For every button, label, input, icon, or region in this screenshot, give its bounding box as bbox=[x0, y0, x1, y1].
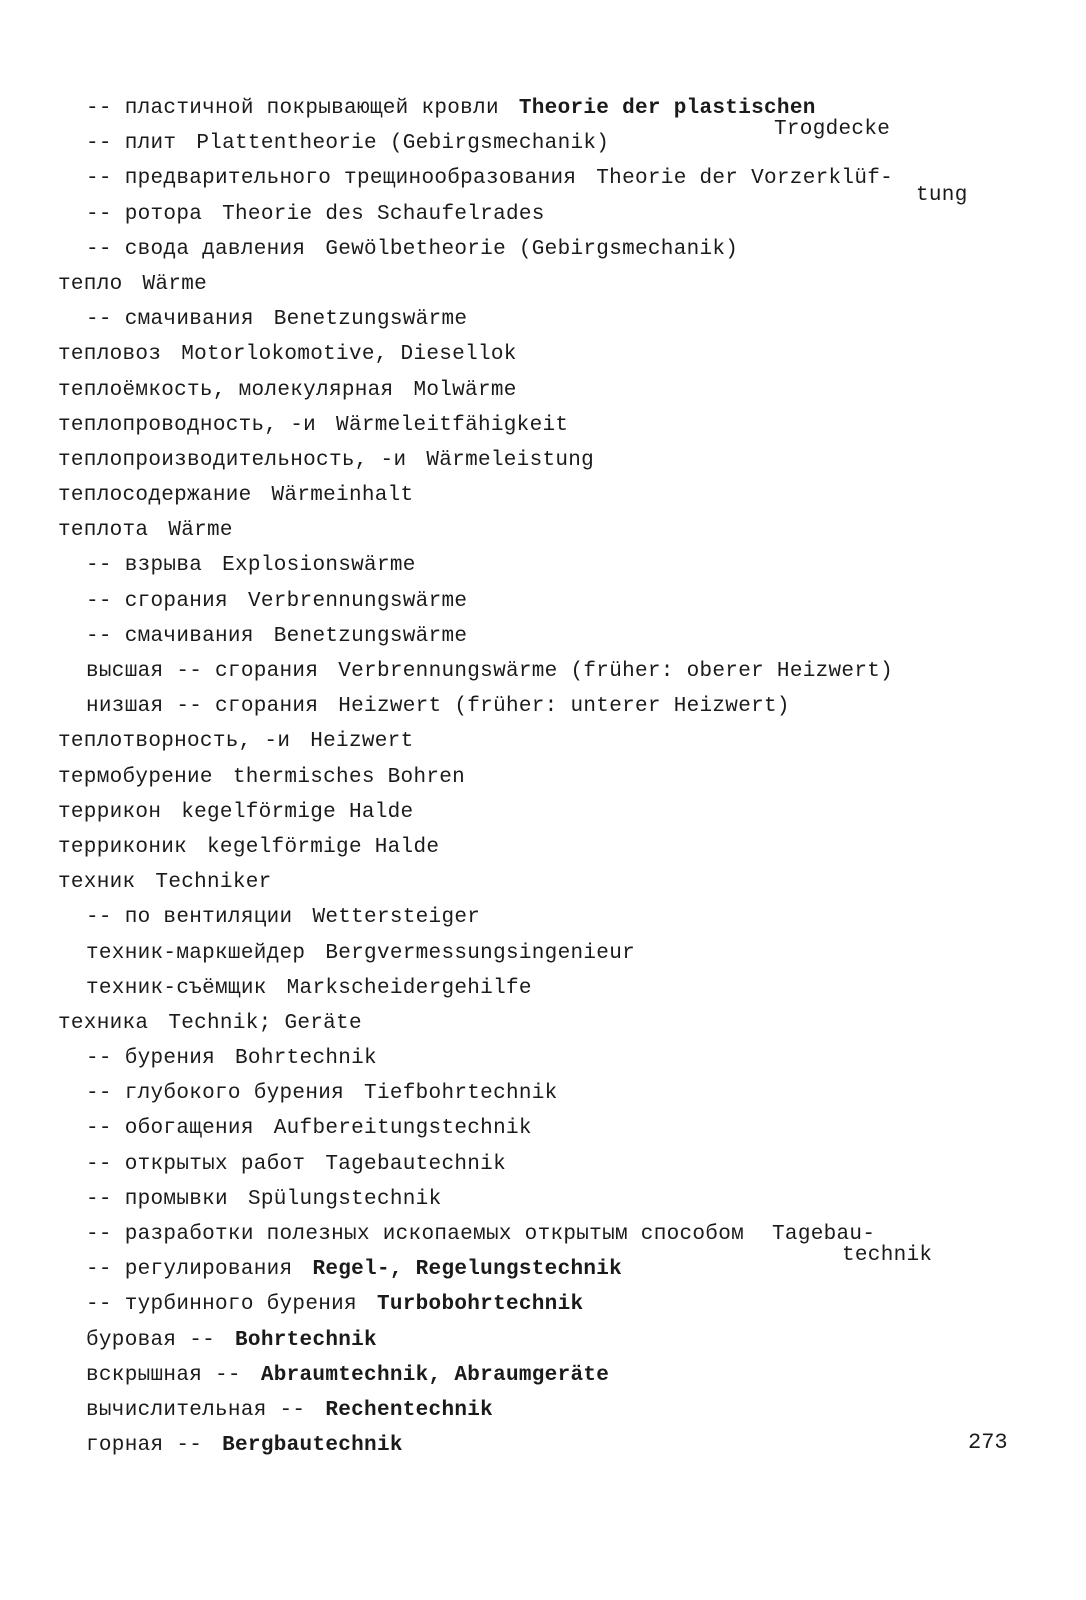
entry bbox=[58, 272, 1058, 307]
entry-translation-continuation: tung bbox=[916, 184, 968, 208]
entry-translation: Aufbereitungstechnik bbox=[273, 1117, 532, 1141]
entry-term: -- смачивания bbox=[86, 624, 254, 648]
entry-translation: Bohrtechnik bbox=[235, 1047, 377, 1071]
entry-translation: Benetzungswärme bbox=[273, 624, 468, 648]
entry-term: теплопроводность, -и bbox=[58, 413, 317, 437]
entry-translation: Theorie des Schaufelrades bbox=[222, 202, 545, 226]
entry bbox=[58, 1292, 1058, 1327]
entry-term: терриконик bbox=[58, 835, 188, 859]
entry bbox=[58, 694, 1058, 729]
entry-translation: Theorie der plastischen bbox=[518, 97, 816, 120]
entry-translation: Technik; Geräte bbox=[168, 1011, 362, 1035]
entry-term: -- сгорания bbox=[86, 589, 228, 613]
entry bbox=[58, 800, 1058, 835]
entry-term: -- открытых работ bbox=[86, 1152, 306, 1176]
entry-translation: Abraumtechnik, Abraumgeräte bbox=[260, 1363, 610, 1387]
entry bbox=[58, 202, 1058, 237]
entry-translation: Markscheidergehilfe bbox=[286, 976, 532, 1000]
entry-term: -- свода давления bbox=[86, 237, 306, 261]
entry bbox=[58, 96, 1058, 141]
entry-term: теплоёмкость, молекулярная bbox=[58, 378, 394, 402]
entry-translation: Motorlokomotive, Diesellok bbox=[181, 343, 517, 367]
entry bbox=[58, 1116, 1058, 1151]
entry-translation: Theorie der Vorzerklüf- bbox=[596, 167, 894, 191]
entry-term: тепловоз bbox=[58, 343, 162, 367]
entry-term: -- регулирования bbox=[86, 1258, 293, 1282]
entry-term: техник-съёмщик bbox=[86, 976, 267, 1000]
entry bbox=[58, 941, 1058, 976]
entry-translation: Spülungstechnik bbox=[247, 1187, 442, 1211]
entry-term: техник-маркшейдер bbox=[86, 941, 306, 965]
entry-translation: Regel-, Regelungstechnik bbox=[312, 1258, 623, 1282]
entry bbox=[58, 1152, 1058, 1187]
entry-translation: thermisches Bohren bbox=[232, 765, 466, 789]
entry-translation: Gewölbetheorie (Gebirgsmechanik) bbox=[325, 237, 739, 261]
entry-translation: Plattentheorie (Gebirgsmechanik) bbox=[196, 132, 610, 156]
entry bbox=[58, 166, 1058, 208]
entry bbox=[58, 976, 1058, 1011]
entry bbox=[58, 624, 1058, 659]
entry bbox=[58, 553, 1058, 588]
entry-translation: Benetzungswärme bbox=[273, 308, 468, 332]
entry bbox=[58, 483, 1058, 518]
entry-term: горная -- bbox=[86, 1434, 203, 1458]
entry-term: теплосодержание bbox=[58, 484, 252, 508]
entry-translation: Turbobohrtechnik bbox=[376, 1293, 584, 1317]
entry-translation: Wärmeinhalt bbox=[271, 484, 414, 508]
entry bbox=[58, 1363, 1058, 1398]
entry bbox=[58, 1046, 1058, 1081]
entry bbox=[58, 1187, 1058, 1222]
entry bbox=[58, 342, 1058, 377]
entry-translation: Molwärme bbox=[413, 378, 517, 402]
entry-translation: Wärme bbox=[142, 272, 208, 296]
entry-translation-continuation: technik bbox=[842, 1244, 933, 1267]
entry-term: -- обогащения bbox=[86, 1117, 254, 1141]
entry bbox=[58, 1081, 1058, 1116]
entry-term: -- турбинного бурения bbox=[86, 1293, 357, 1317]
entry-term: -- ротора bbox=[86, 202, 203, 226]
entry-translation: Wärmeleistung bbox=[426, 448, 595, 472]
entry-term: -- плит bbox=[86, 132, 177, 156]
entry bbox=[58, 448, 1058, 483]
entry bbox=[58, 1328, 1058, 1363]
entry-term: -- предварительного трещинообразования bbox=[86, 167, 577, 191]
entry-translation: Wärme bbox=[168, 519, 233, 543]
entry bbox=[58, 905, 1058, 940]
entry-term: -- взрыва bbox=[86, 554, 203, 578]
entry bbox=[58, 237, 1058, 272]
entry bbox=[58, 131, 1058, 166]
entry bbox=[58, 729, 1058, 764]
entry bbox=[58, 765, 1058, 800]
entry-term: теплота bbox=[58, 519, 149, 543]
entry-translation: Bohrtechnik bbox=[235, 1328, 377, 1352]
entry-term: низшая -- сгорания bbox=[86, 695, 319, 719]
entry-translation: Wärmeleitfähigkeit bbox=[336, 413, 569, 437]
entry bbox=[58, 413, 1058, 448]
entry-term: -- разработки полезных ископаемых открытым способом bbox=[86, 1223, 745, 1246]
entry-translation: Verbrennungswärme (früher: oberer Heizwert) bbox=[338, 660, 894, 683]
entry-term: термобурение bbox=[58, 765, 213, 789]
entry-translation: Heizwert bbox=[310, 730, 414, 754]
entry-term: -- смачивания bbox=[86, 308, 254, 332]
entry-term: вычислительная -- bbox=[86, 1398, 306, 1422]
entry bbox=[58, 1222, 1058, 1267]
entry-translation: Heizwert (früher: unterer Heizwert) bbox=[338, 695, 790, 719]
entry-translation: Bergvermessungsingenieur bbox=[325, 941, 635, 965]
entry-translation: kegelförmige Halde bbox=[181, 800, 414, 824]
entry-term: теплотворность, -и bbox=[58, 730, 291, 754]
entry-translation: Explosionswärme bbox=[222, 554, 416, 578]
entry-term: вскрышная -- bbox=[86, 1363, 241, 1387]
entry-translation: Bergbautechnik bbox=[222, 1434, 403, 1458]
entry-translation: Wettersteiger bbox=[312, 906, 481, 930]
entry bbox=[58, 835, 1058, 870]
entry-term: террикон bbox=[58, 800, 162, 824]
entry-term: теплопроизводительность, -и bbox=[58, 448, 407, 472]
entry-translation: Tiefbohrtechnik bbox=[364, 1082, 558, 1106]
entry-translation: Tagebau- bbox=[772, 1223, 876, 1246]
entry-translation: Tagebautechnik bbox=[325, 1152, 506, 1176]
entry-translation: Rechentechnik bbox=[325, 1398, 494, 1422]
entry-term: тепло bbox=[58, 272, 123, 296]
entry-term: техника bbox=[58, 1011, 149, 1035]
entry bbox=[58, 1398, 1058, 1433]
entry-translation: Techniker bbox=[155, 871, 272, 895]
entry bbox=[58, 518, 1058, 553]
entry-translation-continuation: Trogdecke bbox=[774, 118, 891, 141]
entry-term: -- промывки bbox=[86, 1187, 228, 1211]
entry-term: высшая -- сгорания bbox=[86, 660, 319, 683]
entry-term: буровая -- bbox=[86, 1328, 216, 1352]
entry-term: -- пластичной покрывающей кровли bbox=[86, 97, 499, 120]
page-number: 273 bbox=[968, 1430, 1008, 1455]
entry bbox=[58, 870, 1058, 905]
entry-translation: Verbrennungswärme bbox=[247, 589, 468, 613]
entry-term: -- глубокого бурения bbox=[86, 1082, 345, 1106]
entry bbox=[58, 589, 1058, 624]
entry-translation: kegelförmige Halde bbox=[207, 835, 440, 859]
entry-list bbox=[58, 96, 1058, 1468]
entry bbox=[58, 1257, 1058, 1292]
entry bbox=[58, 659, 1058, 694]
entry bbox=[58, 378, 1058, 413]
entry-term: техник bbox=[58, 871, 136, 895]
entry bbox=[58, 1433, 1058, 1468]
entry-term: -- бурения bbox=[86, 1047, 216, 1071]
entry bbox=[58, 307, 1058, 342]
entry bbox=[58, 1011, 1058, 1046]
entry-term: -- по вентиляции bbox=[86, 906, 293, 930]
